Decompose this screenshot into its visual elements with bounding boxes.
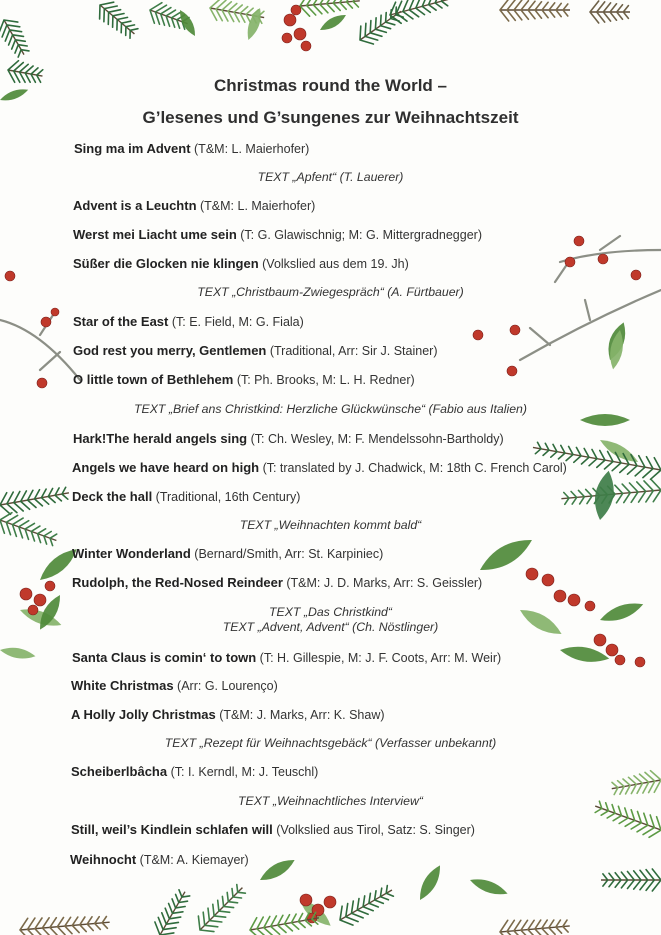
song-entry bbox=[72, 575, 482, 590]
song-title: A Holly Jolly Christmas bbox=[71, 707, 216, 722]
song-credit: (T&M: L. Maierhofer) bbox=[196, 199, 316, 213]
program-title-line-2: G’lesenes und G’sungenes zur Weihnachtszeit bbox=[142, 108, 519, 127]
song-title: Angels we have heard on high bbox=[72, 460, 260, 475]
song-credit: (T: Ph. Brooks, M: L. H. Redner) bbox=[233, 373, 415, 387]
song-credit: (T&M: L. Maierhofer) bbox=[190, 142, 310, 156]
red-berry bbox=[565, 257, 575, 267]
song-title: O little town of Bethlehem bbox=[73, 372, 234, 387]
red-berry bbox=[284, 14, 296, 26]
song-title: Werst mei Liacht ume sein bbox=[73, 227, 237, 242]
song-title: Hark!The herald angels sing bbox=[73, 431, 248, 446]
song-credit: (T&M: J. Marks, Arr: K. Shaw) bbox=[215, 708, 385, 722]
pine-needles bbox=[390, 0, 448, 23]
reading-text-entry: TEXT „Advent, Advent“ (Ch. Nöstlinger) bbox=[222, 620, 439, 634]
song-credit: (Bernard/Smith, Arr: St. Karpiniec) bbox=[190, 547, 384, 561]
song-title: White Christmas bbox=[71, 678, 174, 693]
pine-needles bbox=[612, 771, 661, 795]
holly-leaf bbox=[318, 11, 348, 34]
reading-text-entry: TEXT „Christbaum-Zwiegespräch“ (A. Fürtbauer) bbox=[197, 285, 464, 299]
song-credit: (T: translated by J. Chadwick, M: 18th C. French Carol) bbox=[259, 461, 567, 475]
song-entry bbox=[71, 764, 318, 779]
song-title: Santa Claus is comin‘ to town bbox=[72, 650, 257, 665]
red-berry bbox=[507, 366, 517, 376]
red-berry bbox=[473, 330, 483, 340]
red-berry bbox=[41, 317, 51, 327]
bare-branch bbox=[0, 312, 80, 380]
song-entry bbox=[73, 314, 304, 329]
song-credit: (Volkslied aus Tirol, Satz: S. Singer) bbox=[272, 823, 475, 837]
red-berry bbox=[37, 378, 47, 388]
holly-leaf bbox=[559, 643, 611, 665]
song-entry bbox=[72, 650, 501, 665]
red-berry bbox=[291, 5, 301, 15]
song-title: Advent is a Leuchtn bbox=[73, 198, 197, 213]
song-credit: (T&M: A. Kiemayer) bbox=[136, 853, 249, 867]
red-berry bbox=[5, 271, 15, 281]
song-entry bbox=[73, 343, 438, 358]
red-berry bbox=[598, 254, 608, 264]
red-berry bbox=[51, 308, 59, 316]
red-berry bbox=[45, 581, 55, 591]
song-entry bbox=[72, 489, 300, 504]
reading-text-entry: TEXT „Apfent“ (T. Lauerer) bbox=[257, 170, 404, 184]
red-berry bbox=[631, 270, 641, 280]
song-title: Rudolph, the Red-Nosed Reindeer bbox=[72, 575, 283, 590]
pine-needles bbox=[0, 487, 68, 514]
red-berry bbox=[594, 634, 606, 646]
holly-leaf bbox=[415, 862, 445, 903]
reading-text-entry: TEXT „Rezept für Weihnachtsgebäck“ (Verfasser unbekannt) bbox=[164, 736, 497, 750]
song-entry bbox=[73, 227, 482, 242]
song-entry bbox=[73, 256, 409, 271]
song-title: Sing ma im Advent bbox=[74, 141, 191, 156]
song-entry bbox=[70, 852, 249, 867]
red-berry bbox=[510, 325, 520, 335]
pine-stem bbox=[200, 888, 242, 930]
reading-text-entry: TEXT „Weihnachtliches Interview“ bbox=[238, 794, 423, 808]
holly-leaf bbox=[0, 645, 36, 661]
song-entry bbox=[71, 707, 385, 722]
song-entry bbox=[73, 431, 504, 446]
song-entry bbox=[71, 678, 278, 693]
red-berry bbox=[324, 896, 336, 908]
pine-needles bbox=[250, 912, 318, 935]
song-entry bbox=[71, 822, 475, 837]
song-credit: (T: Ch. Wesley, M: F. Mendelssohn-Bartholdy) bbox=[247, 432, 504, 446]
song-credit: (T&M: J. D. Marks, Arr: S. Geissler) bbox=[282, 576, 483, 590]
red-berry bbox=[526, 568, 538, 580]
song-credit: (T: H. Gillespie, M: J. F. Coots, Arr: M. Weir) bbox=[256, 651, 502, 665]
reading-text-entry: TEXT „Das Christkind“ bbox=[269, 605, 392, 619]
song-title: Still, weil’s Kindlein schlafen will bbox=[71, 822, 273, 837]
red-berry bbox=[606, 644, 618, 656]
song-credit: (T: I. Kerndl, M: J. Teuschl) bbox=[167, 765, 319, 779]
red-berry bbox=[635, 657, 645, 667]
song-credit: (Volkslied aus dem 19. Jh) bbox=[258, 257, 409, 271]
red-berry bbox=[282, 33, 292, 43]
reading-text-entry: TEXT „Brief ans Christkind: Herzliche Glückwünsche“ (Fabio aus Italien) bbox=[134, 402, 527, 416]
song-credit: (T: G. Glawischnig; M: G. Mittergradnegger) bbox=[236, 228, 482, 242]
song-entry bbox=[74, 141, 309, 156]
red-berry bbox=[301, 41, 311, 51]
song-entry bbox=[72, 460, 567, 475]
red-berry bbox=[615, 655, 625, 665]
pine-needles bbox=[300, 0, 358, 16]
bare-branch bbox=[520, 290, 661, 360]
holly-leaf bbox=[257, 855, 298, 885]
song-title: God rest you merry, Gentlemen bbox=[73, 343, 267, 358]
song-entry bbox=[72, 546, 383, 561]
song-title: Star of the East bbox=[73, 314, 169, 329]
red-berry bbox=[542, 574, 554, 586]
song-title: Süßer die Glocken nie klingen bbox=[73, 256, 259, 271]
pine-needles bbox=[155, 890, 190, 935]
song-title: Deck the hall bbox=[72, 489, 153, 504]
song-title: Weihnocht bbox=[70, 852, 137, 867]
program-title-line-1: Christmas round the World – bbox=[214, 76, 447, 95]
reading-text-entry: TEXT „Weihnachten kommt bald“ bbox=[239, 518, 422, 532]
song-credit: (Arr: G. Lourenço) bbox=[173, 679, 278, 693]
song-credit: (Traditional, 16th Century) bbox=[152, 490, 301, 504]
red-berry bbox=[294, 28, 306, 40]
red-berry bbox=[300, 894, 312, 906]
holly-leaf bbox=[468, 875, 509, 899]
song-entry bbox=[73, 198, 315, 213]
song-title: Scheiberlbâcha bbox=[71, 764, 168, 779]
red-berry bbox=[554, 590, 566, 602]
song-entry bbox=[73, 372, 415, 387]
song-credit: (Traditional, Arr: Sir J. Stainer) bbox=[266, 344, 438, 358]
red-berry bbox=[574, 236, 584, 246]
red-berry bbox=[20, 588, 32, 600]
song-credit: (T: E. Field, M: G. Fiala) bbox=[168, 315, 304, 329]
song-title: Winter Wonderland bbox=[72, 546, 191, 561]
